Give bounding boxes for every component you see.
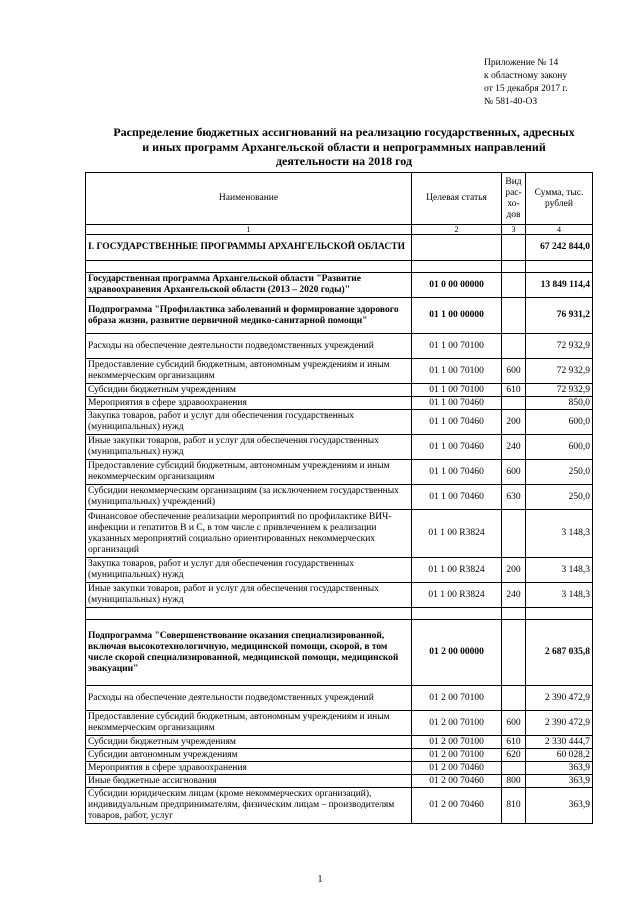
row-sum: 72 932,9 xyxy=(526,384,593,397)
row-sum: 2 390 472,9 xyxy=(526,686,593,711)
row-kind: 620 xyxy=(502,749,526,762)
table-row xyxy=(86,686,593,711)
title-line: и иных программ Архангельской области и непрограммных направлений xyxy=(142,139,546,154)
title-line: Распределение бюджетных ассигнований на реализацию государственных, адресных xyxy=(113,125,575,139)
row-sum: 600,0 xyxy=(526,435,593,460)
row-name: Мероприятия в сфере здравоохранения xyxy=(86,762,412,775)
row-code: 01 1 00 70100 xyxy=(412,334,502,359)
row-sum: 2 390 472,9 xyxy=(526,711,593,736)
row-code: 01 2 00 70460 xyxy=(412,762,502,775)
row-kind: 200 xyxy=(502,410,526,435)
row-name: Подпрограмма "Совершенствование оказания специализированной, включая высокотехнологичную, медицинской помощи, скорой, в том числе скорой специализированной, медицинской помощи, медицинской эвакуации" xyxy=(86,620,412,686)
row-kind: 610 xyxy=(502,384,526,397)
header-sum: Сумма, тыс. рублей xyxy=(526,173,593,225)
budget-table xyxy=(85,172,593,824)
row-kind xyxy=(502,620,526,686)
row-kind xyxy=(502,762,526,775)
table-row xyxy=(86,460,593,485)
row-sum: 3 148,3 xyxy=(526,558,593,583)
row-kind: 600 xyxy=(502,711,526,736)
row-code: 01 1 00 00000 xyxy=(412,298,502,334)
row-code: 01 2 00 70460 xyxy=(412,788,502,824)
row-name: Предоставление субсидий бюджетным, автономным учреждениям и иным некоммерческим организациям xyxy=(86,711,412,736)
table-row xyxy=(86,749,593,762)
row-kind xyxy=(502,510,526,558)
table-row xyxy=(86,235,593,261)
row-code: 01 1 00 70460 xyxy=(412,410,502,435)
header-code: Целевая статья xyxy=(412,173,502,225)
row-code: 01 1 00 R3824 xyxy=(412,510,502,558)
spacer-row xyxy=(86,261,593,273)
table-row xyxy=(86,384,593,397)
row-kind: 240 xyxy=(502,435,526,460)
table-row xyxy=(86,762,593,775)
table-row xyxy=(86,397,593,410)
table-row xyxy=(86,558,593,583)
row-code: 01 1 00 70460 xyxy=(412,460,502,485)
spacer-row xyxy=(86,608,593,620)
row-code: 01 2 00 00000 xyxy=(412,620,502,686)
row-sum: 67 242 844,0 xyxy=(526,235,593,261)
table-row xyxy=(86,620,593,686)
page-number: 1 xyxy=(317,874,323,885)
row-code: 01 2 00 70460 xyxy=(412,775,502,788)
row-name: Иные бюджетные ассигнования xyxy=(86,775,412,788)
row-kind xyxy=(502,235,526,261)
column-number-row xyxy=(86,225,593,235)
row-sum: 3 148,3 xyxy=(526,510,593,558)
table-row xyxy=(86,583,593,608)
col-number: 1 xyxy=(86,225,412,235)
table-row xyxy=(86,298,593,334)
row-sum: 363,9 xyxy=(526,788,593,824)
row-kind: 610 xyxy=(502,736,526,749)
table-row xyxy=(86,273,593,298)
col-number: 4 xyxy=(526,225,593,235)
row-code xyxy=(412,235,502,261)
table-row xyxy=(86,334,593,359)
table-row xyxy=(86,788,593,824)
row-kind xyxy=(502,273,526,298)
row-kind: 600 xyxy=(502,460,526,485)
row-name: Финансовое обеспечение реализации мероприятий по профилактике ВИЧ-инфекции и гепатитов B и C, в том числе с привлечением к реализации указанных мероприятий социально ориентированных некоммерческих организаций xyxy=(86,510,412,558)
row-name: Субсидии бюджетным учреждениям xyxy=(86,384,412,397)
row-name: Субсидии некоммерческим организациям (за исключением государственных (муниципальных) учреждений) xyxy=(86,485,412,510)
row-code: 01 2 00 70100 xyxy=(412,749,502,762)
row-sum: 850,0 xyxy=(526,397,593,410)
row-name: Субсидии юридическим лицам (кроме некоммерческих организаций), индивидуальным предпринимателям, физическим лицам – производителям товаров, работ, услуг xyxy=(86,788,412,824)
header-kind: Вид рас-хо-дов xyxy=(502,173,526,225)
row-code: 01 0 00 00000 xyxy=(412,273,502,298)
row-code: 01 1 00 70100 xyxy=(412,384,502,397)
row-sum: 363,9 xyxy=(526,775,593,788)
row-code: 01 2 00 70100 xyxy=(412,736,502,749)
col-number: 3 xyxy=(502,225,526,235)
table-row xyxy=(86,410,593,435)
row-name: Государственная программа Архангельской области "Развитие здравоохранения Архангельской области (2013 – 2020 годы)" xyxy=(86,273,412,298)
row-kind xyxy=(502,298,526,334)
row-sum: 13 849 114,4 xyxy=(526,273,593,298)
annex-line: Приложение № 14 xyxy=(484,58,559,68)
annex-line: от 15 декабря 2017 г. xyxy=(484,84,568,94)
row-sum: 3 148,3 xyxy=(526,583,593,608)
row-sum: 2 330 444,7 xyxy=(526,736,593,749)
row-name: I. ГОСУДАРСТВЕННЫЕ ПРОГРАММЫ АРХАНГЕЛЬСКОЙ ОБЛАСТИ xyxy=(86,235,412,261)
document-title xyxy=(86,125,602,169)
row-kind xyxy=(502,397,526,410)
row-sum: 76 931,2 xyxy=(526,298,593,334)
row-code: 01 1 00 70460 xyxy=(412,485,502,510)
table-row xyxy=(86,775,593,788)
table-row xyxy=(86,485,593,510)
row-sum: 600,0 xyxy=(526,410,593,435)
row-name: Субсидии автономным учреждениям xyxy=(86,749,412,762)
title-line: деятельности на 2018 год xyxy=(275,154,413,168)
row-name: Предоставление субсидий бюджетным, автономным учреждениям и иным некоммерческим организациям xyxy=(86,359,412,384)
row-code: 01 2 00 70100 xyxy=(412,711,502,736)
row-code: 01 1 00 R3824 xyxy=(412,583,502,608)
row-name: Субсидии бюджетным учреждениям xyxy=(86,736,412,749)
row-kind: 630 xyxy=(502,485,526,510)
table-header-row xyxy=(86,173,593,225)
table-row xyxy=(86,711,593,736)
row-name: Мероприятия в сфере здравоохранения xyxy=(86,397,412,410)
row-name: Расходы на обеспечение деятельности подведомственных учреждений xyxy=(86,686,412,711)
row-name: Закупка товаров, работ и услуг для обеспечения государственных (муниципальных) нужд xyxy=(86,558,412,583)
row-kind xyxy=(502,334,526,359)
col-number: 2 xyxy=(412,225,502,235)
row-name: Закупка товаров, работ и услуг для обеспечения государственных (муниципальных) нужд xyxy=(86,410,412,435)
row-kind: 200 xyxy=(502,558,526,583)
annex-line: к областному закону xyxy=(484,71,568,81)
annex-line: № 581-40-ОЗ xyxy=(484,97,538,107)
row-sum: 72 932,9 xyxy=(526,334,593,359)
row-kind: 600 xyxy=(502,359,526,384)
row-name: Иные закупки товаров, работ и услуг для обеспечения государственных (муниципальных) нужд xyxy=(86,435,412,460)
row-code: 01 1 00 70100 xyxy=(412,359,502,384)
table-row xyxy=(86,435,593,460)
row-kind: 240 xyxy=(502,583,526,608)
row-sum: 250,0 xyxy=(526,485,593,510)
row-code: 01 1 00 70460 xyxy=(412,397,502,410)
row-name: Расходы на обеспечение деятельности подведомственных учреждений xyxy=(86,334,412,359)
annex-block xyxy=(484,57,568,109)
table-row xyxy=(86,359,593,384)
row-name: Иные закупки товаров, работ и услуг для обеспечения государственных (муниципальных) нужд xyxy=(86,583,412,608)
row-code: 01 1 00 70460 xyxy=(412,435,502,460)
row-sum: 2 687 035,8 xyxy=(526,620,593,686)
row-kind: 800 xyxy=(502,775,526,788)
table-row xyxy=(86,736,593,749)
row-name: Предоставление субсидий бюджетным, автономным учреждениям и иным некоммерческим организациям xyxy=(86,460,412,485)
row-sum: 363,9 xyxy=(526,762,593,775)
table-row xyxy=(86,510,593,558)
row-sum: 72 932,9 xyxy=(526,359,593,384)
row-sum: 60 028,2 xyxy=(526,749,593,762)
row-kind: 810 xyxy=(502,788,526,824)
row-code: 01 2 00 70100 xyxy=(412,686,502,711)
row-sum: 250,0 xyxy=(526,460,593,485)
row-kind xyxy=(502,686,526,711)
row-name: Подпрограмма "Профилактика заболеваний и формирование здорового образа жизни, развитие первичной медико-санитарной помощи" xyxy=(86,298,412,334)
row-code: 01 1 00 R3824 xyxy=(412,558,502,583)
header-name: Наименование xyxy=(86,173,412,225)
